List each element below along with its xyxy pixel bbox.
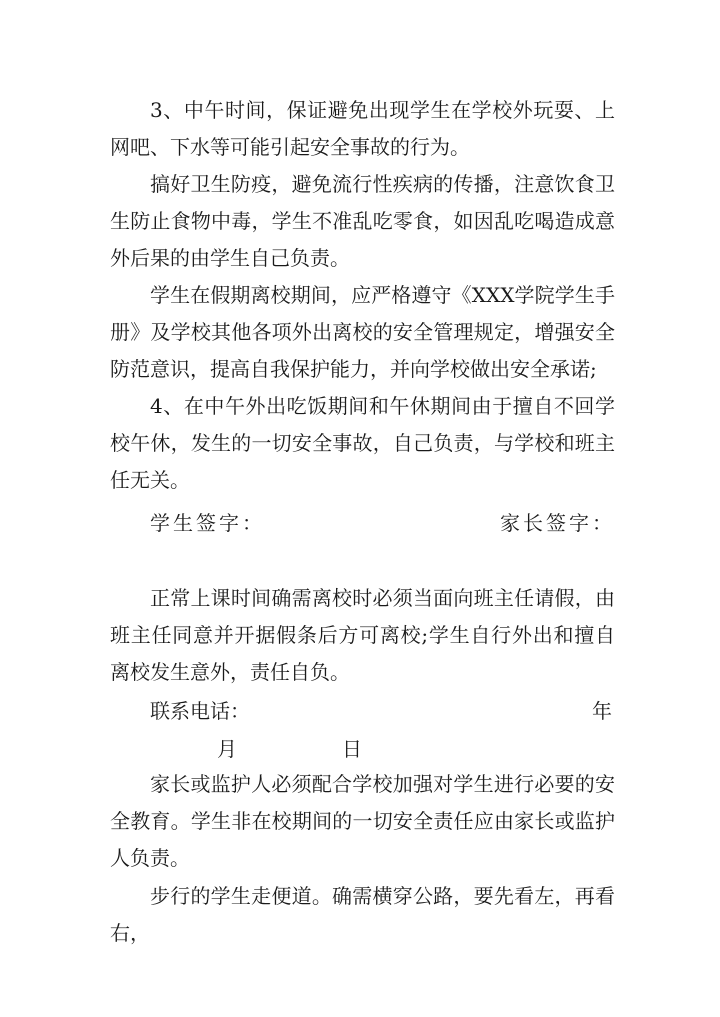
parent-signature-label: 家长签字： xyxy=(500,511,615,535)
date-day-label: 日 xyxy=(342,737,362,761)
paragraph-noon-safety: 3、中午时间，保证避免出现学生在学校外玩耍、上网吧、下水等可能引起安全事故的行为。 xyxy=(110,98,615,159)
contact-phone-label: 联系电话： xyxy=(150,699,250,723)
student-signature-label: 学生签字： xyxy=(150,511,265,535)
paragraph-class-leave: 正常上课时间确需离校时必须当面向班主任请假，由班主任同意并开据假条后方可离校;学生自行外出和擅自离校发生意外，责任自负。 xyxy=(110,586,615,684)
paragraph-holiday-leave: 学生在假期离校期间，应严格遵守《XXX学院学生手册》及学校其他各项外出离校的安全管理规定，增强安全防范意识，提高自我保护能力，并向学校做出安全承诺; xyxy=(110,283,615,381)
paragraph-lunch-break: 4、在中午外出吃饭期间和午休期间由于擅自不回学校午休，发生的一切安全事故，自己负责，与学校和班主任无关。 xyxy=(110,394,615,492)
paragraph-walking: 步行的学生走便道。确需横穿公路，要先看左，再看右， xyxy=(110,884,615,945)
date-year-label: 年 xyxy=(592,699,612,723)
paragraph-hygiene: 搞好卫生防疫，避免流行性疾病的传播，注意饮食卫生防止食物中毒，学生不准乱吃零食，如因乱吃喝造成意外后果的由学生自己负责。 xyxy=(110,172,615,270)
paragraph-parent-responsibility: 家长或监护人必须配合学校加强对学生进行必要的安全教育。学生非在校期间的一切安全责任应由家长或监护人负责。 xyxy=(110,772,615,870)
date-month-label: 月 xyxy=(217,737,237,761)
